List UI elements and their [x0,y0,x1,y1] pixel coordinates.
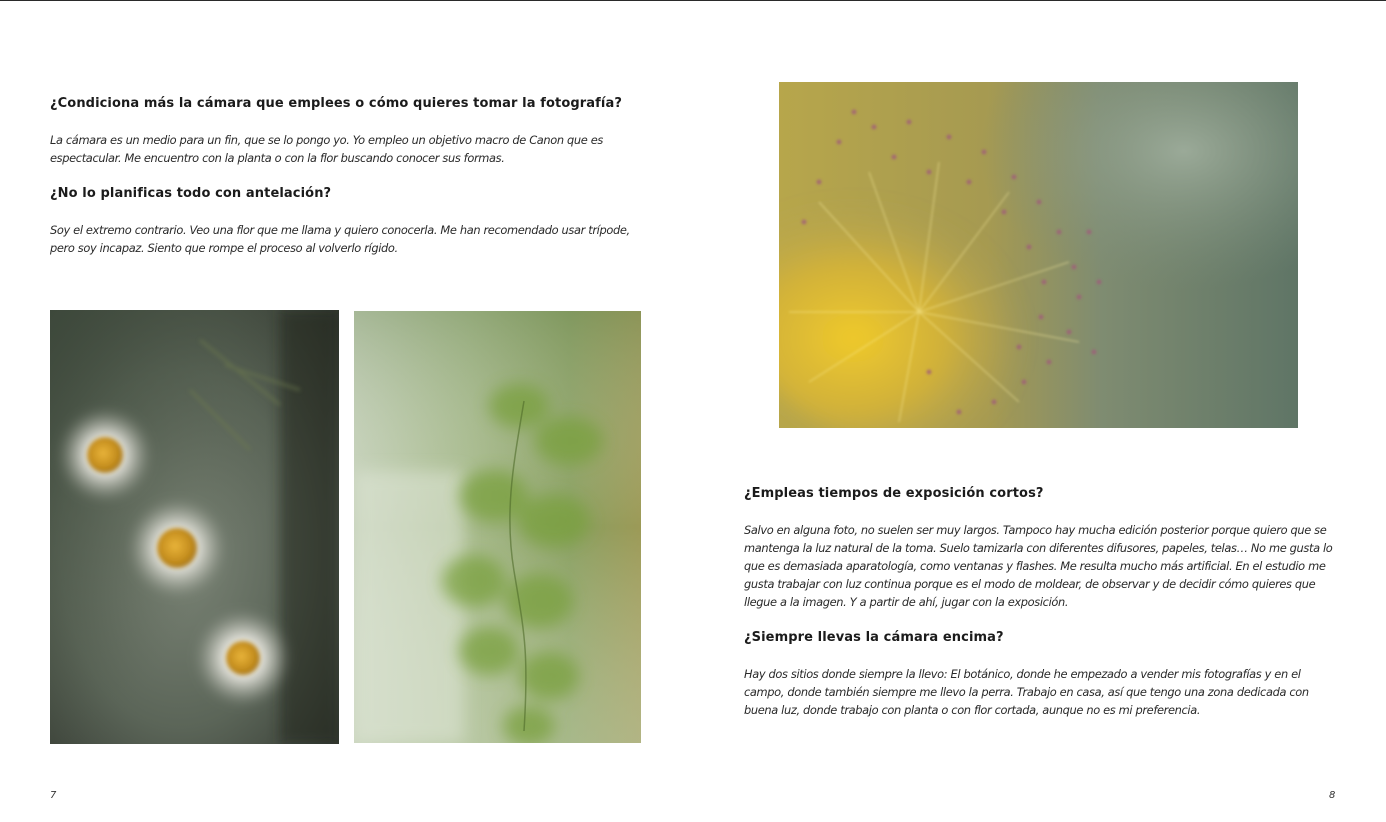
daisies-image [50,310,339,744]
page-number-left: 7 [50,790,57,801]
question-planning: ¿No lo planificas todo con antelación? [50,186,332,201]
question-camera: ¿Condiciona más la cámara que emplees o cómo quieres tomar la fotografía? [50,96,622,111]
question-carry-camera: ¿Siempre llevas la cámara encima? [744,630,1004,645]
page-number-right: 8 [1329,790,1336,801]
photo-yellow-flower [779,82,1298,428]
answer-planning: Soy el extremo contrario. Veo una flor que me llama y quiero conocerla. Me han recomendado usar trípode, pero soy incapaz. Siento que rompe el proceso al volverlo rígido. [50,223,630,255]
right-page [693,0,1386,822]
question-exposure: ¿Empleas tiempos de exposición cortos? [744,486,1044,501]
photo-daisies [50,310,339,744]
answer-carry-camera: Hay dos sitios donde siempre la llevo: El botánico, donde he empezado a vender mis fotografías y en el campo, donde también siempre me llevo la perra. Trabajo en casa, así que tengo una zona dedicada con buena luz, donde trabajo con planta o con flor cortada, aunque no es mi preferencia. [744,667,1309,717]
answer-camera: La cámara es un medio para un fin, que se lo pongo yo. Yo empleo un objetivo macro de Canon que es espectacular. Me encuentro con la planta o con la flor buscando conocer sus formas. [50,133,603,165]
answer-exposure: Salvo en alguna foto, no suelen ser muy largos. Tampoco hay mucha edición posterior porque quiero que se mantenga la luz natural de la toma. Suelo tamizarla con diferentes difusores, papeles, telas… No me gusta lo que es demasiada aparatología, como ventanas y flashes. Me resulta mucho más artificial. En el estudio me gusta trabajar con luz continua porque es el modo de moldear, de observar y de decidir cómo quieres que llegue a la imagen. Y a partir de ahí, jugar con la exposición. [744,523,1333,609]
fern-image [354,311,641,743]
yellow-flower-image [779,82,1298,428]
photo-fern [354,311,641,743]
